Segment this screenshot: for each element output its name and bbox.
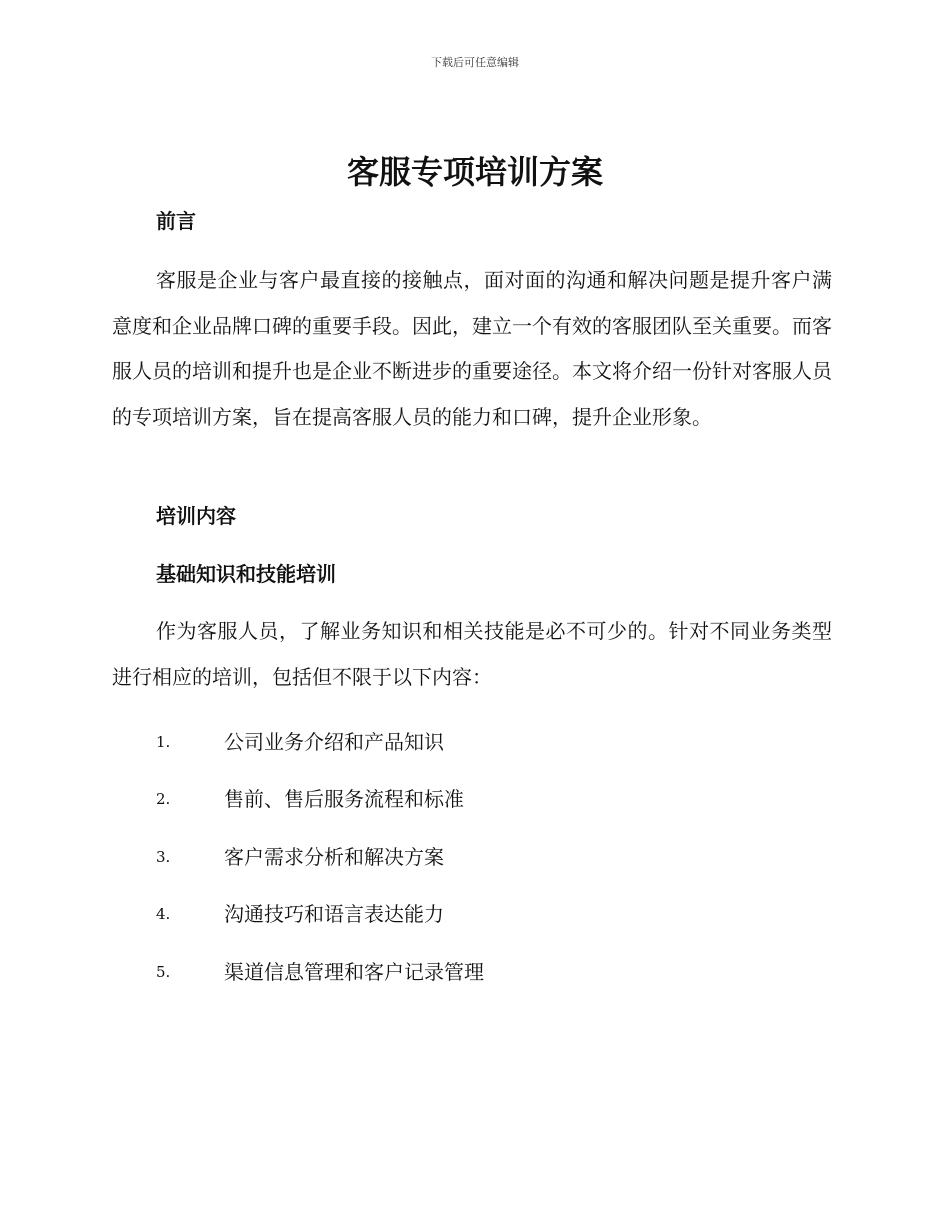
training-items-list <box>156 713 484 1001</box>
preface-paragraph: 客服是企业与客户最直接的接触点，面对面的沟通和解决问题是提升客户满意度和企业品牌口碑的重要手段。因此，建立一个有效的客服团队至关重要。而客服人员的培训和提升也是企业不断进步的重要途径。本文将介绍一份针对客服人员的专项培训方案，旨在提高客服人员的能力和口碑，提升企业形象。 <box>112 268 832 429</box>
basic-skills-paragraph: 作为客服人员，了解业务知识和相关技能是必不可少的。针对不同业务类型进行相应的培训，包括但不限于以下内容： <box>112 619 832 689</box>
section-heading-training-content: 培训内容 <box>156 504 236 528</box>
list-item-text: 客户需求分析和解决方案 <box>224 844 444 869</box>
list-item-number: 1. <box>156 732 171 751</box>
list-item-number: 4. <box>156 905 171 924</box>
list-item <box>156 828 484 886</box>
list-item-number: 2. <box>156 790 171 809</box>
list-item <box>156 771 484 829</box>
list-item <box>156 886 484 944</box>
list-item-text: 渠道信息管理和客户记录管理 <box>224 959 484 984</box>
section-heading-preface: 前言 <box>156 209 196 233</box>
document-title: 客服专项培训方案 <box>346 153 603 191</box>
section-heading-basic-skills: 基础知识和技能培训 <box>156 562 336 586</box>
list-item-number: 5. <box>156 962 171 981</box>
list-item-text: 公司业务介绍和产品知识 <box>224 729 444 754</box>
list-item-text: 售前、售后服务流程和标准 <box>224 787 464 812</box>
list-item <box>156 943 484 1001</box>
list-item-number: 3. <box>156 847 171 866</box>
list-item-text: 沟通技巧和语言表达能力 <box>224 902 444 927</box>
page-header: 下载后可任意编辑 <box>431 56 519 69</box>
list-item <box>156 713 484 771</box>
